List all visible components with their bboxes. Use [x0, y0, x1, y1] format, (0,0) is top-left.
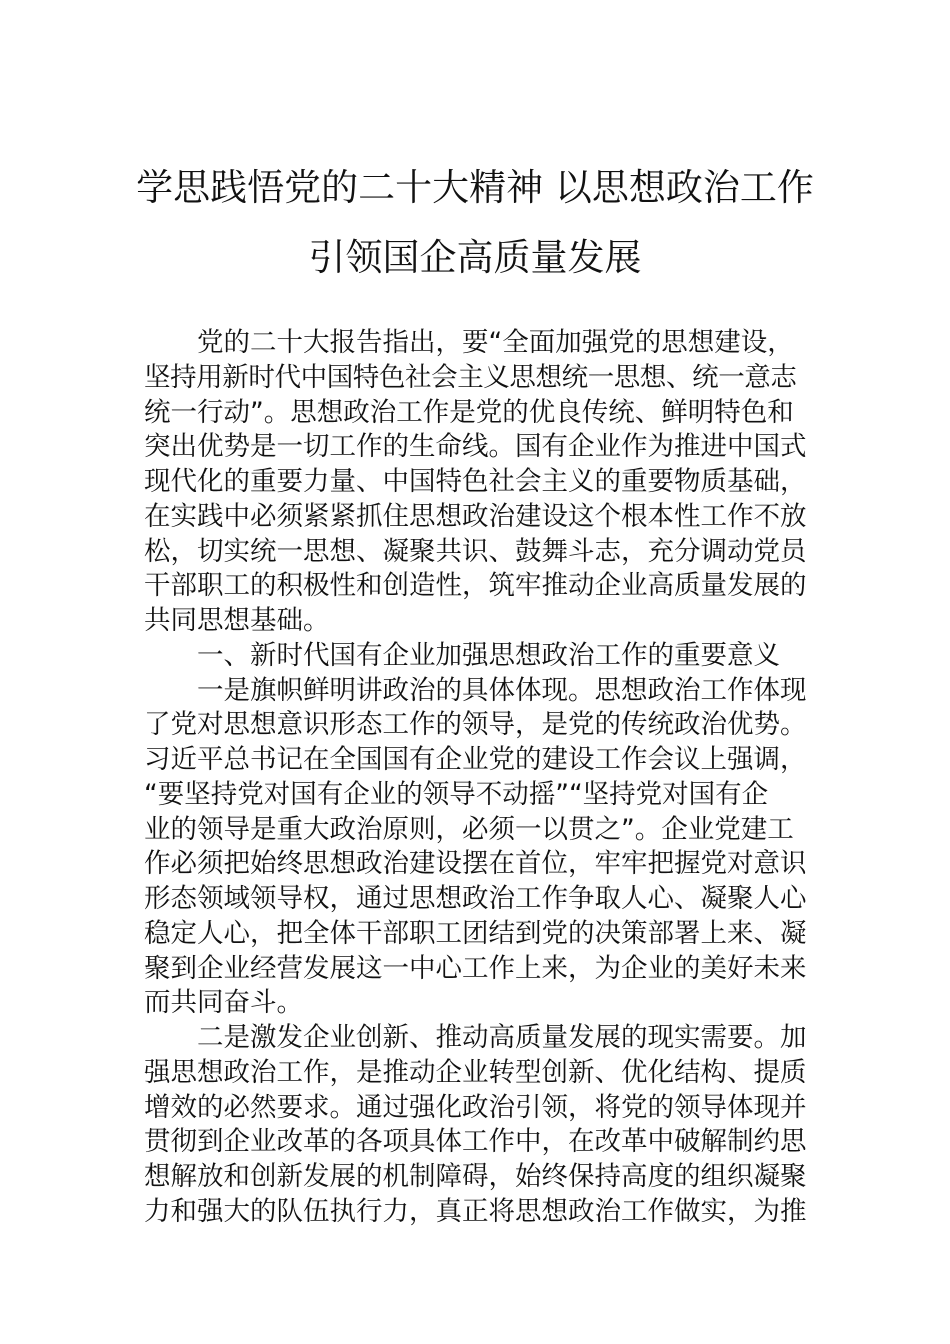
- body-line: 二是激发企业创新、推动高质量发展的现实需要。加: [197, 1022, 807, 1053]
- body-line: 坚持用新时代中国特色社会主义思想统一思想、统一意志: [144, 361, 797, 393]
- body-line: 力和强大的队伍执行力，真正将思想政治工作做实，为推: [144, 1195, 807, 1227]
- body-line: 统一行动”。思想政治工作是党的优良传统、鲜明特色和: [144, 396, 794, 428]
- body-line: 突出优势是一切工作的生命线。国有企业作为推进中国式: [144, 431, 807, 463]
- body-line: 强思想政治工作，是推动企业转型创新、优化结构、提质: [144, 1056, 807, 1088]
- body-line: 稳定人心，把全体干部职工团结到党的决策部署上来、凝: [144, 917, 807, 949]
- body-line: 增效的必然要求。通过强化政治引领，将党的领导体现并: [144, 1091, 807, 1123]
- body-line: 共同思想基础。: [144, 605, 330, 636]
- body-line: 一是旗帜鲜明讲政治的具体体现。思想政治工作体现: [197, 674, 807, 706]
- document-body: [144, 326, 810, 1230]
- body-line: 在实践中必须紧紧抓住思想政治建设这个根本性工作不放: [144, 500, 807, 532]
- body-line: 业的领导是重大政治原则，必须一以贯之”。企业党建工: [144, 813, 794, 845]
- body-line: 形态领域领导权，通过思想政治工作争取人心、凝聚人心: [144, 883, 807, 914]
- body-line: 贯彻到企业改革的各项具体工作中，在改革中破解制约思: [144, 1126, 807, 1158]
- body-line: 聚到企业经营发展这一中心工作上来，为企业的美好未来: [144, 952, 807, 984]
- body-line: 了党对思想意识形态工作的领导，是党的传统政治优势。: [144, 709, 807, 741]
- body-line: 干部职工的积极性和创造性，筑牢推动企业高质量发展的: [144, 570, 807, 602]
- body-line: 现代化的重要力量、中国特色社会主义的重要物质基础，: [144, 466, 807, 497]
- body-line: 而共同奋斗。: [144, 987, 303, 1019]
- section-heading: 一、新时代国有企业加强思想政治工作的重要意义: [197, 639, 780, 671]
- body-line: 想解放和创新发展的机制障碍，始终保持高度的组织凝聚: [144, 1161, 807, 1192]
- body-line: 作必须把始终思想政治建设摆在首位，牢牢把握党对意识: [144, 848, 807, 880]
- document-title-line-2: 引领国企高质量发展: [308, 236, 642, 279]
- body-line: “要坚持党对国有企业的领导不动摇”“坚持党对国有企: [144, 778, 769, 810]
- body-line: 松，切实统一思想、凝聚共识、鼓舞斗志，充分调动党员: [144, 535, 807, 567]
- body-line: 党的二十大报告指出，要“全面加强党的思想建设，: [197, 327, 794, 358]
- document-title-line-1: 学思践悟党的二十大精神 以思想政治工作: [136, 166, 814, 209]
- body-line: 习近平总书记在全国国有企业党的建设工作会议上强调，: [144, 744, 807, 775]
